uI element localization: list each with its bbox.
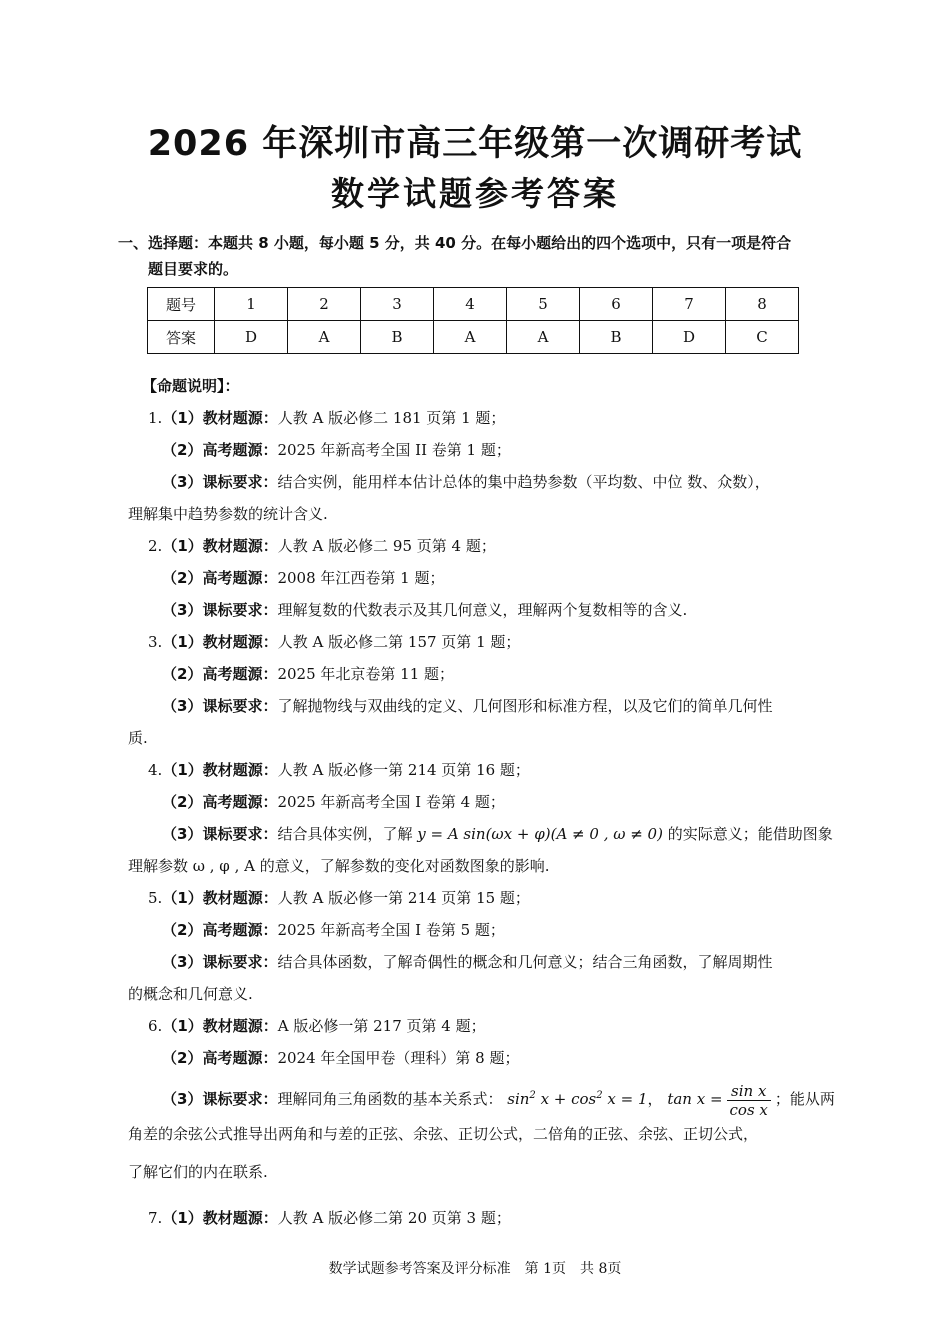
q6-value-3: 理解同角三角函数的基本关系式： [277, 1090, 503, 1108]
q4-tag-2: （2） [162, 793, 203, 811]
table-cell-number: 8 [726, 288, 799, 321]
q3-value-1: 人教 A 版必修二第 157 页第 1 题； [277, 633, 521, 651]
q6-tag-1: （1） [162, 1017, 203, 1035]
q5-line-3 [128, 946, 840, 978]
q6-label-1: 教材题源： [202, 1017, 278, 1035]
document-subtitle: 数学试题参考答案 [331, 174, 619, 213]
q3-line-4: 质. [128, 729, 148, 747]
q1-line-4: 理解集中趋势参数的统计含义. [128, 505, 328, 523]
q6-exponent-2: 2 [596, 1090, 603, 1101]
q2-label-2: 高考题源： [202, 569, 278, 587]
answer-table-row-numbers [148, 288, 799, 321]
q1-line-2 [128, 434, 840, 466]
q3-tag-2: （2） [162, 665, 203, 683]
q6-line-5: 了解它们的内在联系. [128, 1163, 268, 1181]
q6-line-2 [128, 1042, 840, 1074]
q4-label-2: 高考题源： [202, 793, 278, 811]
q3-label-3: 课标要求： [202, 697, 278, 715]
q4-number: 4. [148, 761, 163, 779]
table-header-answer: 答案 [148, 321, 215, 354]
q5-line-2 [128, 914, 840, 946]
q6-line-1 [128, 1010, 840, 1042]
section-line-1: 一、选择题：本题共 8 小题，每小题 5 分，共 40 分。在每小题给出的四个选项中，只有一项是符合 [118, 234, 792, 252]
q4-line-3 [128, 818, 840, 850]
q2-label-1: 教材题源： [202, 537, 278, 555]
q7-line-1 [128, 1202, 840, 1234]
answer-table-row-answers [148, 321, 799, 354]
q5-label-2: 高考题源： [202, 921, 278, 939]
q5-number: 5. [148, 889, 163, 907]
q3-line-2 [128, 658, 840, 690]
q4-line-2 [128, 786, 840, 818]
table-cell-answer: B [361, 321, 434, 354]
q4-label-1: 教材题源： [202, 761, 278, 779]
q1-tag-1: （1） [162, 409, 203, 427]
q6-fraction-denominator: cos x [729, 1100, 768, 1119]
answer-table [147, 287, 799, 354]
q2-value-1: 人教 A 版必修二 95 页第 4 题； [277, 537, 496, 555]
q2-line-3 [128, 594, 840, 626]
q1-line-1 [128, 402, 840, 434]
table-cell-number: 2 [288, 288, 361, 321]
q6-value-3c: ；能从两 [774, 1090, 835, 1108]
q2-tag-2: （2） [162, 569, 203, 587]
q5-tag-1: （1） [162, 889, 203, 907]
q1-tag-3: （3） [162, 473, 203, 491]
q2-line-1 [128, 530, 840, 562]
table-cell-number: 4 [434, 288, 507, 321]
q3-tag-3: （3） [162, 697, 203, 715]
q2-line-2 [128, 562, 840, 594]
q5-value-2: 2025 年新高考全国 I 卷第 5 题； [277, 921, 505, 939]
q6-formula-2a: tan x = [667, 1090, 723, 1108]
q6-value-1: A 版必修一第 217 页第 4 题； [277, 1017, 486, 1035]
q4-tag-3: （3） [162, 825, 203, 843]
q4-value-3c: 的实际意义；能借助图象 [667, 825, 833, 843]
q6-line-4: 角差的余弦公式推导出两角和与差的正弦、余弦、正切公式，二倍角的正弦、余弦、正切公式， [128, 1125, 759, 1143]
table-cell-answer: D [215, 321, 288, 354]
document-title: 2026 年深圳市高三年级第一次调研考试 [147, 124, 803, 164]
q5-line-1 [128, 882, 840, 914]
q2-tag-1: （1） [162, 537, 203, 555]
q6-formula-1 [507, 1090, 647, 1108]
table-cell-answer: C [726, 321, 799, 354]
q6-formula-1a: sin [507, 1090, 530, 1108]
explanation-body [128, 370, 840, 1234]
q5-value-1: 人教 A 版必修一第 214 页第 15 题； [277, 889, 530, 907]
table-cell-number: 7 [653, 288, 726, 321]
q3-number: 3. [148, 633, 163, 651]
q1-label-2: 高考题源： [202, 441, 278, 459]
q6-tag-3: （3） [162, 1090, 203, 1108]
q4-value-1: 人教 A 版必修一第 214 页第 16 题； [277, 761, 530, 779]
section-heading [118, 230, 843, 282]
q6-tag-2: （2） [162, 1049, 203, 1067]
q1-number: 1. [148, 409, 163, 427]
q4-value-2: 2025 年新高考全国 I 卷第 4 题； [277, 793, 505, 811]
table-cell-number: 6 [580, 288, 653, 321]
q2-label-3: 课标要求： [202, 601, 278, 619]
table-cell-answer: A [507, 321, 580, 354]
q4-formula: y = A sin(ωx + φ)(A ≠ 0 , ω ≠ 0) [417, 825, 663, 843]
section-line-2: 题目要求的。 [148, 260, 239, 278]
q6-separator: ， [647, 1090, 663, 1108]
q7-label-1: 教材题源： [202, 1209, 278, 1227]
q6-label-2: 高考题源： [202, 1049, 278, 1067]
q2-value-3: 理解复数的代数表示及其几何意义，理解两个复数相等的含义. [277, 601, 688, 619]
q5-label-1: 教材题源： [202, 889, 278, 907]
q3-label-2: 高考题源： [202, 665, 278, 683]
q5-tag-2: （2） [162, 921, 203, 939]
q3-line-3 [128, 690, 840, 722]
table-cell-number: 5 [507, 288, 580, 321]
q6-fraction-numerator: sin x [727, 1082, 771, 1101]
q6-formula-2 [667, 1081, 775, 1119]
q1-line-3 [128, 466, 840, 498]
q6-number: 6. [148, 1017, 163, 1035]
q2-number: 2. [148, 537, 163, 555]
q4-line-4: 理解参数 ω , φ , A 的意义，了解参数的变化对函数图象的影响. [128, 857, 550, 875]
page-footer: 数学试题参考答案及评分标准 第 1页 共 8页 [328, 1261, 622, 1277]
q3-line-1 [128, 626, 840, 658]
table-cell-answer: A [288, 321, 361, 354]
q7-number: 7. [148, 1209, 163, 1227]
q2-value-2: 2008 年江西卷第 1 题； [277, 569, 445, 587]
q4-value-3: 结合具体实例，了解 [277, 825, 413, 843]
q6-value-2: 2024 年全国甲卷（理科）第 8 题； [277, 1049, 520, 1067]
q1-label-1: 教材题源： [202, 409, 278, 427]
q6-line-3 [128, 1074, 840, 1118]
q5-tag-3: （3） [162, 953, 203, 971]
q3-tag-1: （1） [162, 633, 203, 651]
q1-label-3: 课标要求： [202, 473, 278, 491]
table-cell-answer: D [653, 321, 726, 354]
q4-tag-1: （1） [162, 761, 203, 779]
q1-value-3: 结合实例，能用样本估计总体的集中趋势参数（平均数、中位 数、众数）， [277, 473, 770, 491]
q4-label-3: 课标要求： [202, 825, 278, 843]
q1-value-2: 2025 年新高考全国 II 卷第 1 题； [277, 441, 511, 459]
q6-formula-1c: x = 1 [607, 1090, 648, 1108]
q3-value-2: 2025 年北京卷第 11 题； [277, 665, 455, 683]
q5-label-3: 课标要求： [202, 953, 278, 971]
q6-exponent-1: 2 [529, 1090, 536, 1101]
q3-value-3: 了解抛物线与双曲线的定义、几何图形和标准方程，以及它们的简单几何性 [277, 697, 773, 715]
q1-tag-2: （2） [162, 441, 203, 459]
note-header: 【命题说明】： [142, 377, 240, 395]
q6-fraction [727, 1082, 771, 1119]
q5-value-3: 结合具体函数，了解奇偶性的概念和几何意义；结合三角函数，了解周期性 [277, 953, 773, 971]
table-cell-number: 3 [361, 288, 434, 321]
q2-tag-3: （3） [162, 601, 203, 619]
q6-label-3: 课标要求： [202, 1090, 278, 1108]
table-cell-number: 1 [215, 288, 288, 321]
table-cell-answer: B [580, 321, 653, 354]
table-cell-answer: A [434, 321, 507, 354]
q4-line-1 [128, 754, 840, 786]
q6-formula-1b: x + cos [540, 1090, 597, 1108]
q1-value-1: 人教 A 版必修二 181 页第 1 题； [277, 409, 506, 427]
q3-label-1: 教材题源： [202, 633, 278, 651]
q5-line-4: 的概念和几何意义. [128, 985, 253, 1003]
q7-value-1: 人教 A 版必修二第 20 页第 3 题； [277, 1209, 511, 1227]
table-header-number: 题号 [148, 288, 215, 321]
q7-tag-1: （1） [162, 1209, 203, 1227]
